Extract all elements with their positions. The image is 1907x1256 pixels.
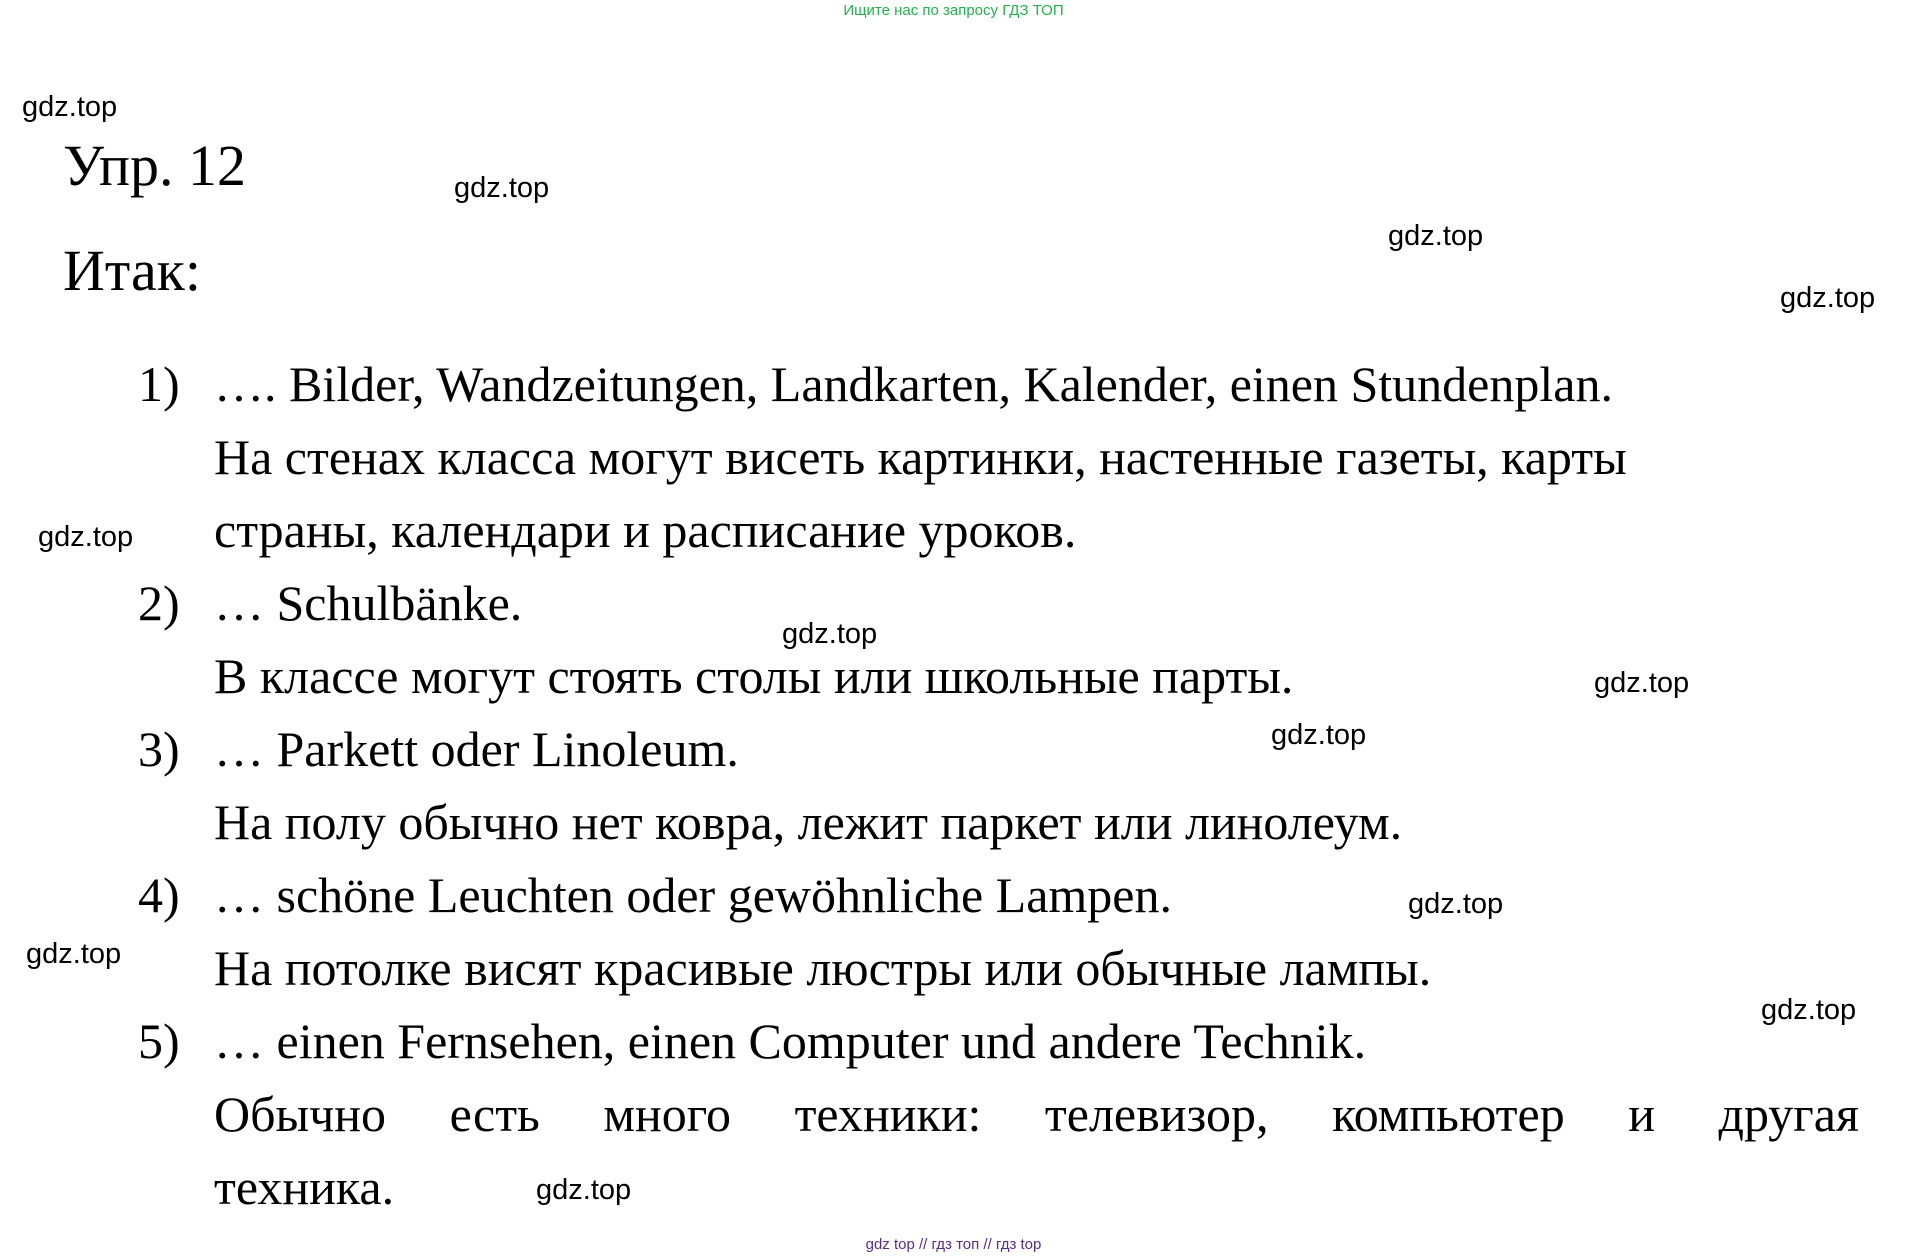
footer-links: gdz top // гдз топ // гдз top bbox=[865, 1236, 1042, 1253]
item-number: 4) bbox=[138, 867, 180, 923]
watermark: gdz.top bbox=[1388, 220, 1484, 252]
item-russian-line: На полу обычно нет ковра, лежит паркет или линолеум. bbox=[214, 794, 1403, 850]
item-russian-line: техника. bbox=[214, 1159, 395, 1215]
item-number: 5) bbox=[138, 1013, 180, 1069]
item-russian-line: страны, календари и расписание уроков. bbox=[214, 502, 1077, 558]
item-number: 1) bbox=[138, 356, 180, 412]
watermark: gdz.top bbox=[1271, 719, 1367, 751]
watermark: gdz.top bbox=[26, 938, 122, 970]
watermark: gdz.top bbox=[536, 1174, 632, 1206]
watermark: gdz.top bbox=[22, 91, 118, 123]
watermark: gdz.top bbox=[1780, 282, 1876, 314]
watermark: gdz.top bbox=[782, 618, 878, 650]
item-number: 2) bbox=[138, 575, 180, 631]
exercise-title: Упр. 12 bbox=[63, 133, 247, 198]
watermark: gdz.top bbox=[1594, 667, 1690, 699]
watermark: gdz.top bbox=[1408, 888, 1504, 920]
item-russian-line: На стенах класса могут висеть картинки, настенные газеты, карты bbox=[214, 429, 1627, 485]
watermark: gdz.top bbox=[38, 521, 134, 553]
item-russian-line: Обычно есть много техники: телевизор, компьютер и другая bbox=[214, 1086, 1859, 1142]
item-russian-line: На потолке висят красивые люстры или обычные лампы. bbox=[214, 940, 1432, 996]
item-german: … einen Fernsehen, einen Computer und andere Technik. bbox=[214, 1013, 1367, 1069]
item-russian-line: В классе могут стоять столы или школьные парты. bbox=[214, 648, 1294, 704]
top-banner: Ищите нас по запросу ГДЗ ТОП bbox=[843, 2, 1064, 19]
watermark: gdz.top bbox=[1761, 994, 1857, 1026]
item-german: … Parkett oder Linoleum. bbox=[214, 721, 739, 777]
intro-text: Итак: bbox=[63, 238, 201, 303]
item-german: … Schulbänke. bbox=[214, 575, 523, 631]
item-number: 3) bbox=[138, 721, 180, 777]
watermark: gdz.top bbox=[454, 172, 550, 204]
item-german: …. Bilder, Wandzeitungen, Landkarten, Kalender, einen Stundenplan. bbox=[214, 356, 1613, 412]
item-german: … schöne Leuchten oder gewöhnliche Lampen. bbox=[214, 867, 1172, 923]
